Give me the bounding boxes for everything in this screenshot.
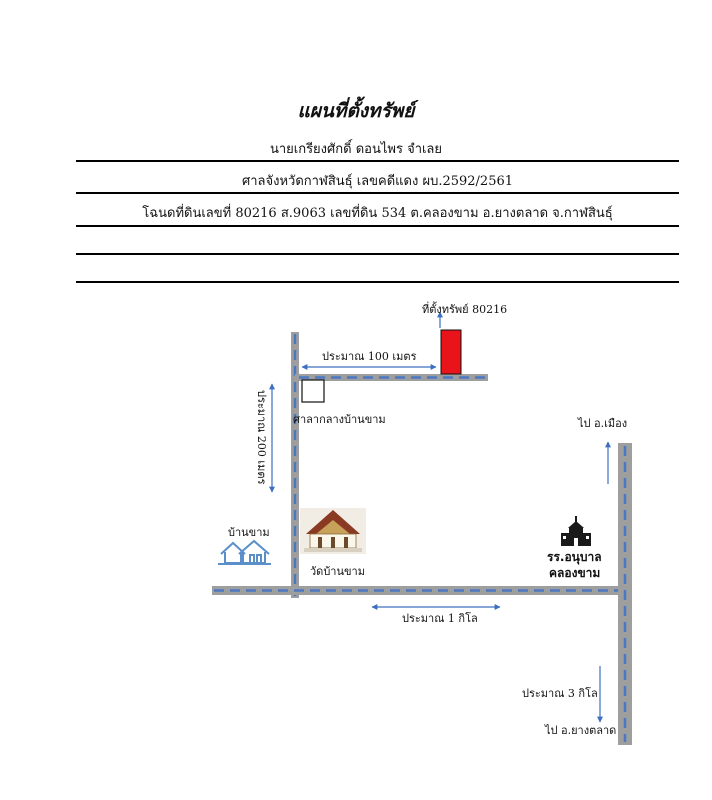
house-icon: [218, 541, 271, 564]
to-yangtalat-label: ไป อ.ยางตลาด: [545, 724, 617, 737]
road-north-south-village: [291, 332, 299, 598]
deed-info: โฉนดที่ดินเลขที่ 80216 ส.9063 เลขที่ดิน 534 ต.คลองขาม อ.ยางตลาด จ.กาฬสินธุ์: [142, 206, 613, 221]
dist-1km-label: ประมาณ 1 กิโล: [402, 612, 478, 625]
school-icon: [561, 516, 591, 546]
pavilion-label: ศาลากลางบ้านขาม: [293, 413, 386, 426]
court-case: ศาลจังหวัดกาฬสินธุ์ เลขคดีแดง ผบ.2592/2561: [241, 174, 514, 189]
owner-name: นายเกรียงศักดิ์ ดอนไพร จำเลย: [269, 142, 443, 157]
road-highway: [618, 443, 632, 745]
dist-3km-label: ประมาณ 3 กิโล: [522, 687, 598, 700]
to-mueang-label: ไป อ.เมือง: [578, 417, 628, 430]
map-title: แผนที่ตั้งทรัพย์: [297, 100, 415, 122]
village-label: บ้านขาม: [228, 526, 270, 539]
school-label-line2: คลองขาม: [549, 566, 601, 580]
temple-icon: [300, 508, 366, 554]
property-marker: [441, 330, 461, 374]
property-label: ที่ตั้งทรัพย์ 80216: [422, 303, 508, 316]
road-main-east-west: [212, 586, 632, 595]
dist-100m-label: ประมาณ 100 เมตร: [322, 350, 417, 363]
temple-label: วัดบ้านขาม: [310, 565, 365, 578]
pavilion-marker: [302, 380, 324, 402]
school-label-line1: รร.อนุบาล: [547, 550, 602, 564]
dist-200m-label: ประมาณ 200 เมตร: [255, 390, 268, 485]
